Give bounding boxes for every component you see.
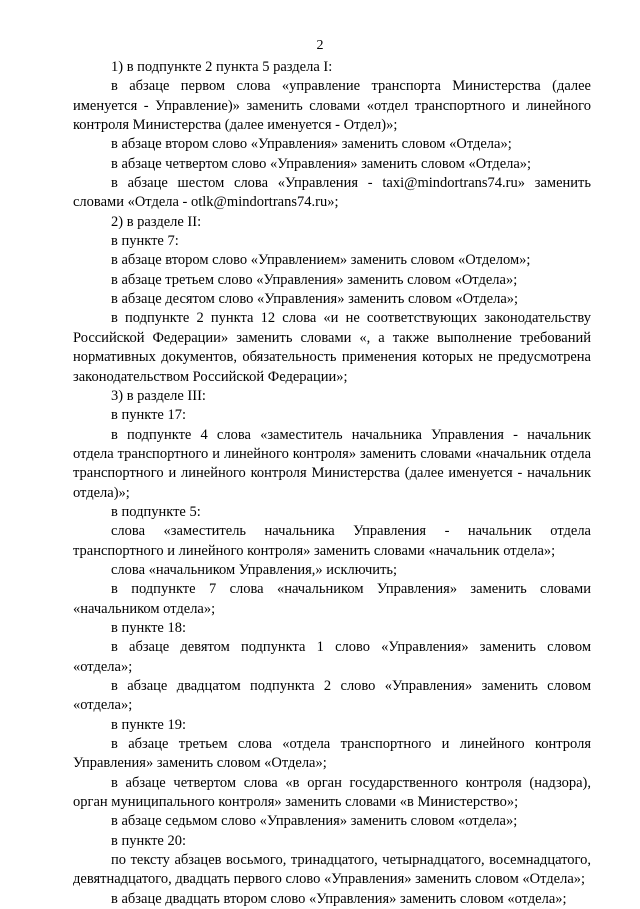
paragraph: в пункте 17: [111, 407, 187, 424]
paragraph: в абзаце четвертом слова «в орган государственного контроля (надзора), орган муниципального контроля» заменить словами «в Министерство»; [73, 774, 591, 811]
paragraph: по тексту абзацев восьмого, тринадцатого, четырнадцатого, восемнадцатого, девятнадцатого, двадцать первого слово «Управления» заменить словом «Отдела»; [73, 852, 591, 888]
paragraph: в абзаце десятом слово «Управления» заменить словом «Отдела»; [111, 291, 519, 308]
paragraph: в абзаце втором слово «Управления» заменить словом «Отдела»; [111, 136, 512, 153]
paragraph: в абзаце седьмом слово «Управления» заменить словом «отдела»; [111, 813, 518, 830]
paragraph: в пункте 7: [111, 233, 179, 250]
paragraph: в абзаце шестом слова «Управления - taxi@mindortrans74.ru» заменить словами «Отдела - otlk@mindortrans74.ru»; [73, 175, 591, 211]
paragraph: в абзаце третьем слова «отдела транспортного и линейного контроля Управления» заменить словом «Отдела»; [73, 736, 591, 772]
paragraph: в абзаце двадцатом подпункта 2 слово «Управления» заменить словом «отдела»; [73, 678, 591, 714]
paragraph: в подпункте 7 слова «начальником Управления» заменить словами «начальником отдела»; [73, 581, 591, 617]
paragraph: 1) в подпункте 2 пункта 5 раздела I: [111, 59, 333, 75]
paragraph: в подпункте 5: [111, 503, 201, 520]
paragraph: в подпункте 2 пункта 12 слова «и не соответствующих законодательству Российской Федерации» заменить словами «, а также выполнение требований нормативных документов, обязательность применения которых не предусмотрена законодательством Российской Федерации»; [73, 310, 591, 385]
paragraph: в абзаце первом слова «управление транспорта Министерства (далее именуется - Управление)» заменить словами «отдел транспортного и линейного контроля Министерства (далее именуется - Отдел)»; [73, 78, 591, 134]
paragraph: в абзаце втором слово «Управлением» заменить словом «Отделом»; [111, 252, 531, 269]
paragraph: в пункте 18: [111, 619, 187, 636]
paragraph: в пункте 20: [111, 832, 187, 849]
paragraph: слова «начальником Управления,» исключить; [111, 561, 398, 578]
paragraph: в абзаце четвертом слово «Управления» заменить словом «Отдела»; [111, 155, 532, 172]
paragraph: 3) в разделе III: [111, 387, 206, 404]
document-body [73, 58, 591, 909]
paragraph: в абзаце двадцать втором слово «Управления» заменить словом «отдела»; [111, 890, 567, 907]
page-number: 2 [316, 38, 324, 53]
paragraph: 2) в разделе II: [111, 213, 202, 230]
paragraph: в подпункте 4 слова «заместитель начальника Управления - начальник отдела транспортного и линейного контроля» заменить словами «начальник отдела транспортного и линейного контроля Министерства (далее именуется - начальник отдела)»; [73, 426, 591, 501]
paragraph: слова «заместитель начальника Управления - начальник отдела транспортного и линейного контроля» заменить словами «начальник отдела»; [73, 523, 591, 559]
paragraph: в абзаце третьем слово «Управления» заменить словом «Отдела»; [111, 271, 518, 288]
paragraph: в пункте 19: [111, 716, 187, 733]
paragraph: в абзаце девятом подпункта 1 слово «Управления» заменить словом «отдела»; [73, 639, 591, 675]
